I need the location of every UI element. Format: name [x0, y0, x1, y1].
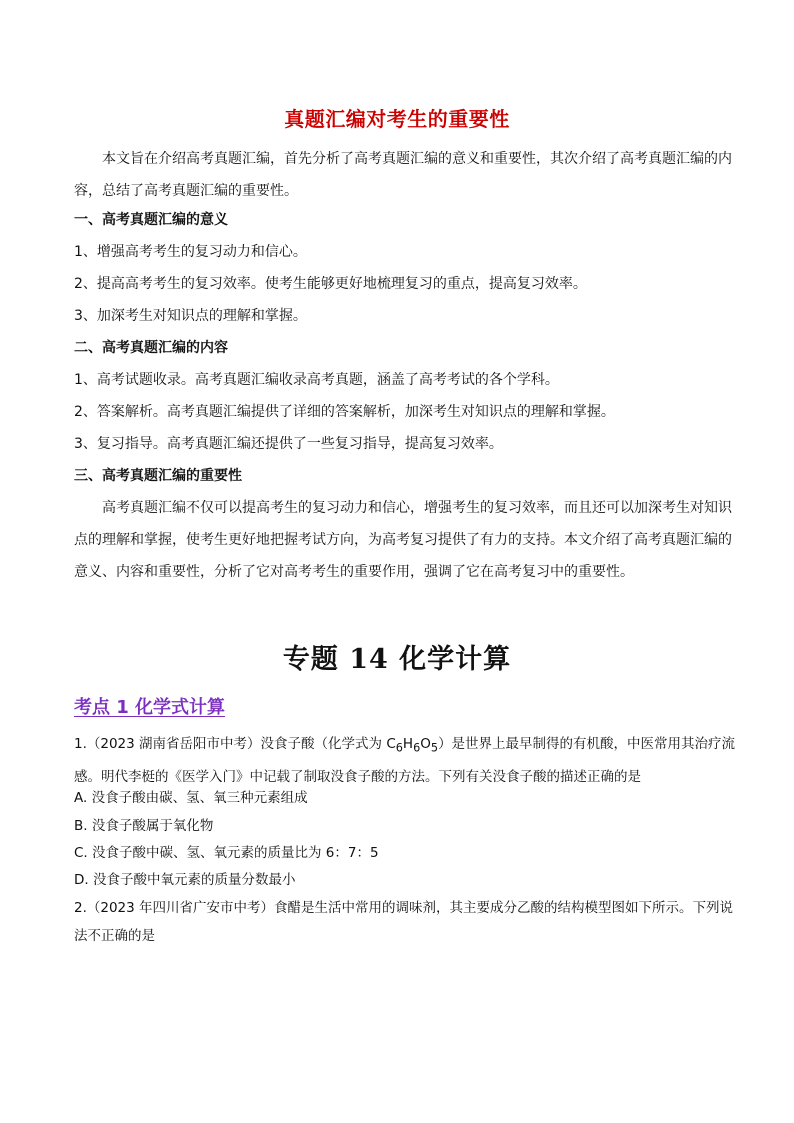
- question-1-option-a: A. 没食子酸由碳、氢、氧三种元素组成: [74, 790, 308, 806]
- topic-title: 专题 14 化学计算: [282, 644, 512, 675]
- question-1-option-d: D. 没食子酸中氧元素的质量分数最小: [74, 872, 296, 888]
- question-1-option-b: B. 没食子酸属于氧化物: [74, 818, 214, 834]
- section1-item: 2、提高高考考生的复习效率。使考生能够更好地梳理复习的重点，提高复习效率。: [74, 276, 587, 292]
- q1-text-after: ）是世界上最早制得的有机酸，中医常用其治疗流感。明代李梃的《医学入门》中记载了制取没食子酸的方法。下列有关没食子酸的描述正确的是: [74, 736, 736, 785]
- question-2-stem: 2.（2023 年四川省广安市中考）食醋是生活中常用的调味剂，其主要成分乙酸的结构模型图如下所示。下列说法不正确的是: [74, 900, 734, 944]
- question-1-stem: [74, 730, 736, 791]
- section3-heading: 三、高考真题汇编的重要性: [74, 468, 242, 484]
- intro-conclusion: 高考真题汇编不仅可以提高考生的复习动力和信心，增强考生的复习效率，而且还可以加深考生对知识点的理解和掌握，使考生更好地把握考试方向，为高考复习提供了有力的支持。本文介绍了高考真题汇编的意义、内容和重要性，分析了它对高考考生的重要作用，强调了它在高考复习中的重要性。: [74, 500, 732, 580]
- section1-heading: 一、高考真题汇编的意义: [74, 212, 228, 228]
- q1-element-h: H: [402, 736, 414, 752]
- q1-subscript-o: 5: [430, 741, 439, 755]
- section2-heading: 二、高考真题汇编的内容: [74, 340, 228, 356]
- section2-item: 3、复习指导。高考真题汇编还提供了一些复习指导，提高复习效率。: [74, 436, 503, 452]
- section2-item: 2、答案解析。高考真题汇编提供了详细的答案解析，加深考生对知识点的理解和掌握。: [74, 404, 615, 420]
- question-1-option-c: C. 没食子酸中碳、氢、氧元素的质量比为 6：7：5: [74, 845, 379, 861]
- intro-title: 真题汇编对考生的重要性: [284, 107, 510, 131]
- q1-subscript-h: 6: [413, 741, 421, 755]
- q1-element-o: O: [420, 736, 431, 752]
- q1-subscript-c: 6: [395, 741, 403, 755]
- kaodian-heading: 考点 1 化学式计算: [74, 697, 226, 718]
- q1-text-before: 1.（2023 湖南省岳阳市中考）没食子酸（化学式为 C: [74, 736, 396, 752]
- section1-item: 1、增强高考考生的复习动力和信心。: [74, 244, 307, 260]
- section1-item: 3、加深考生对知识点的理解和掌握。: [74, 308, 307, 324]
- intro-summary: 本文旨在介绍高考真题汇编，首先分析了高考真题汇编的意义和重要性，其次介绍了高考真题汇编的内容，总结了高考真题汇编的重要性。: [74, 151, 732, 199]
- section2-item: 1、高考试题收录。高考真题汇编收录高考真题，涵盖了高考考试的各个学科。: [74, 372, 559, 388]
